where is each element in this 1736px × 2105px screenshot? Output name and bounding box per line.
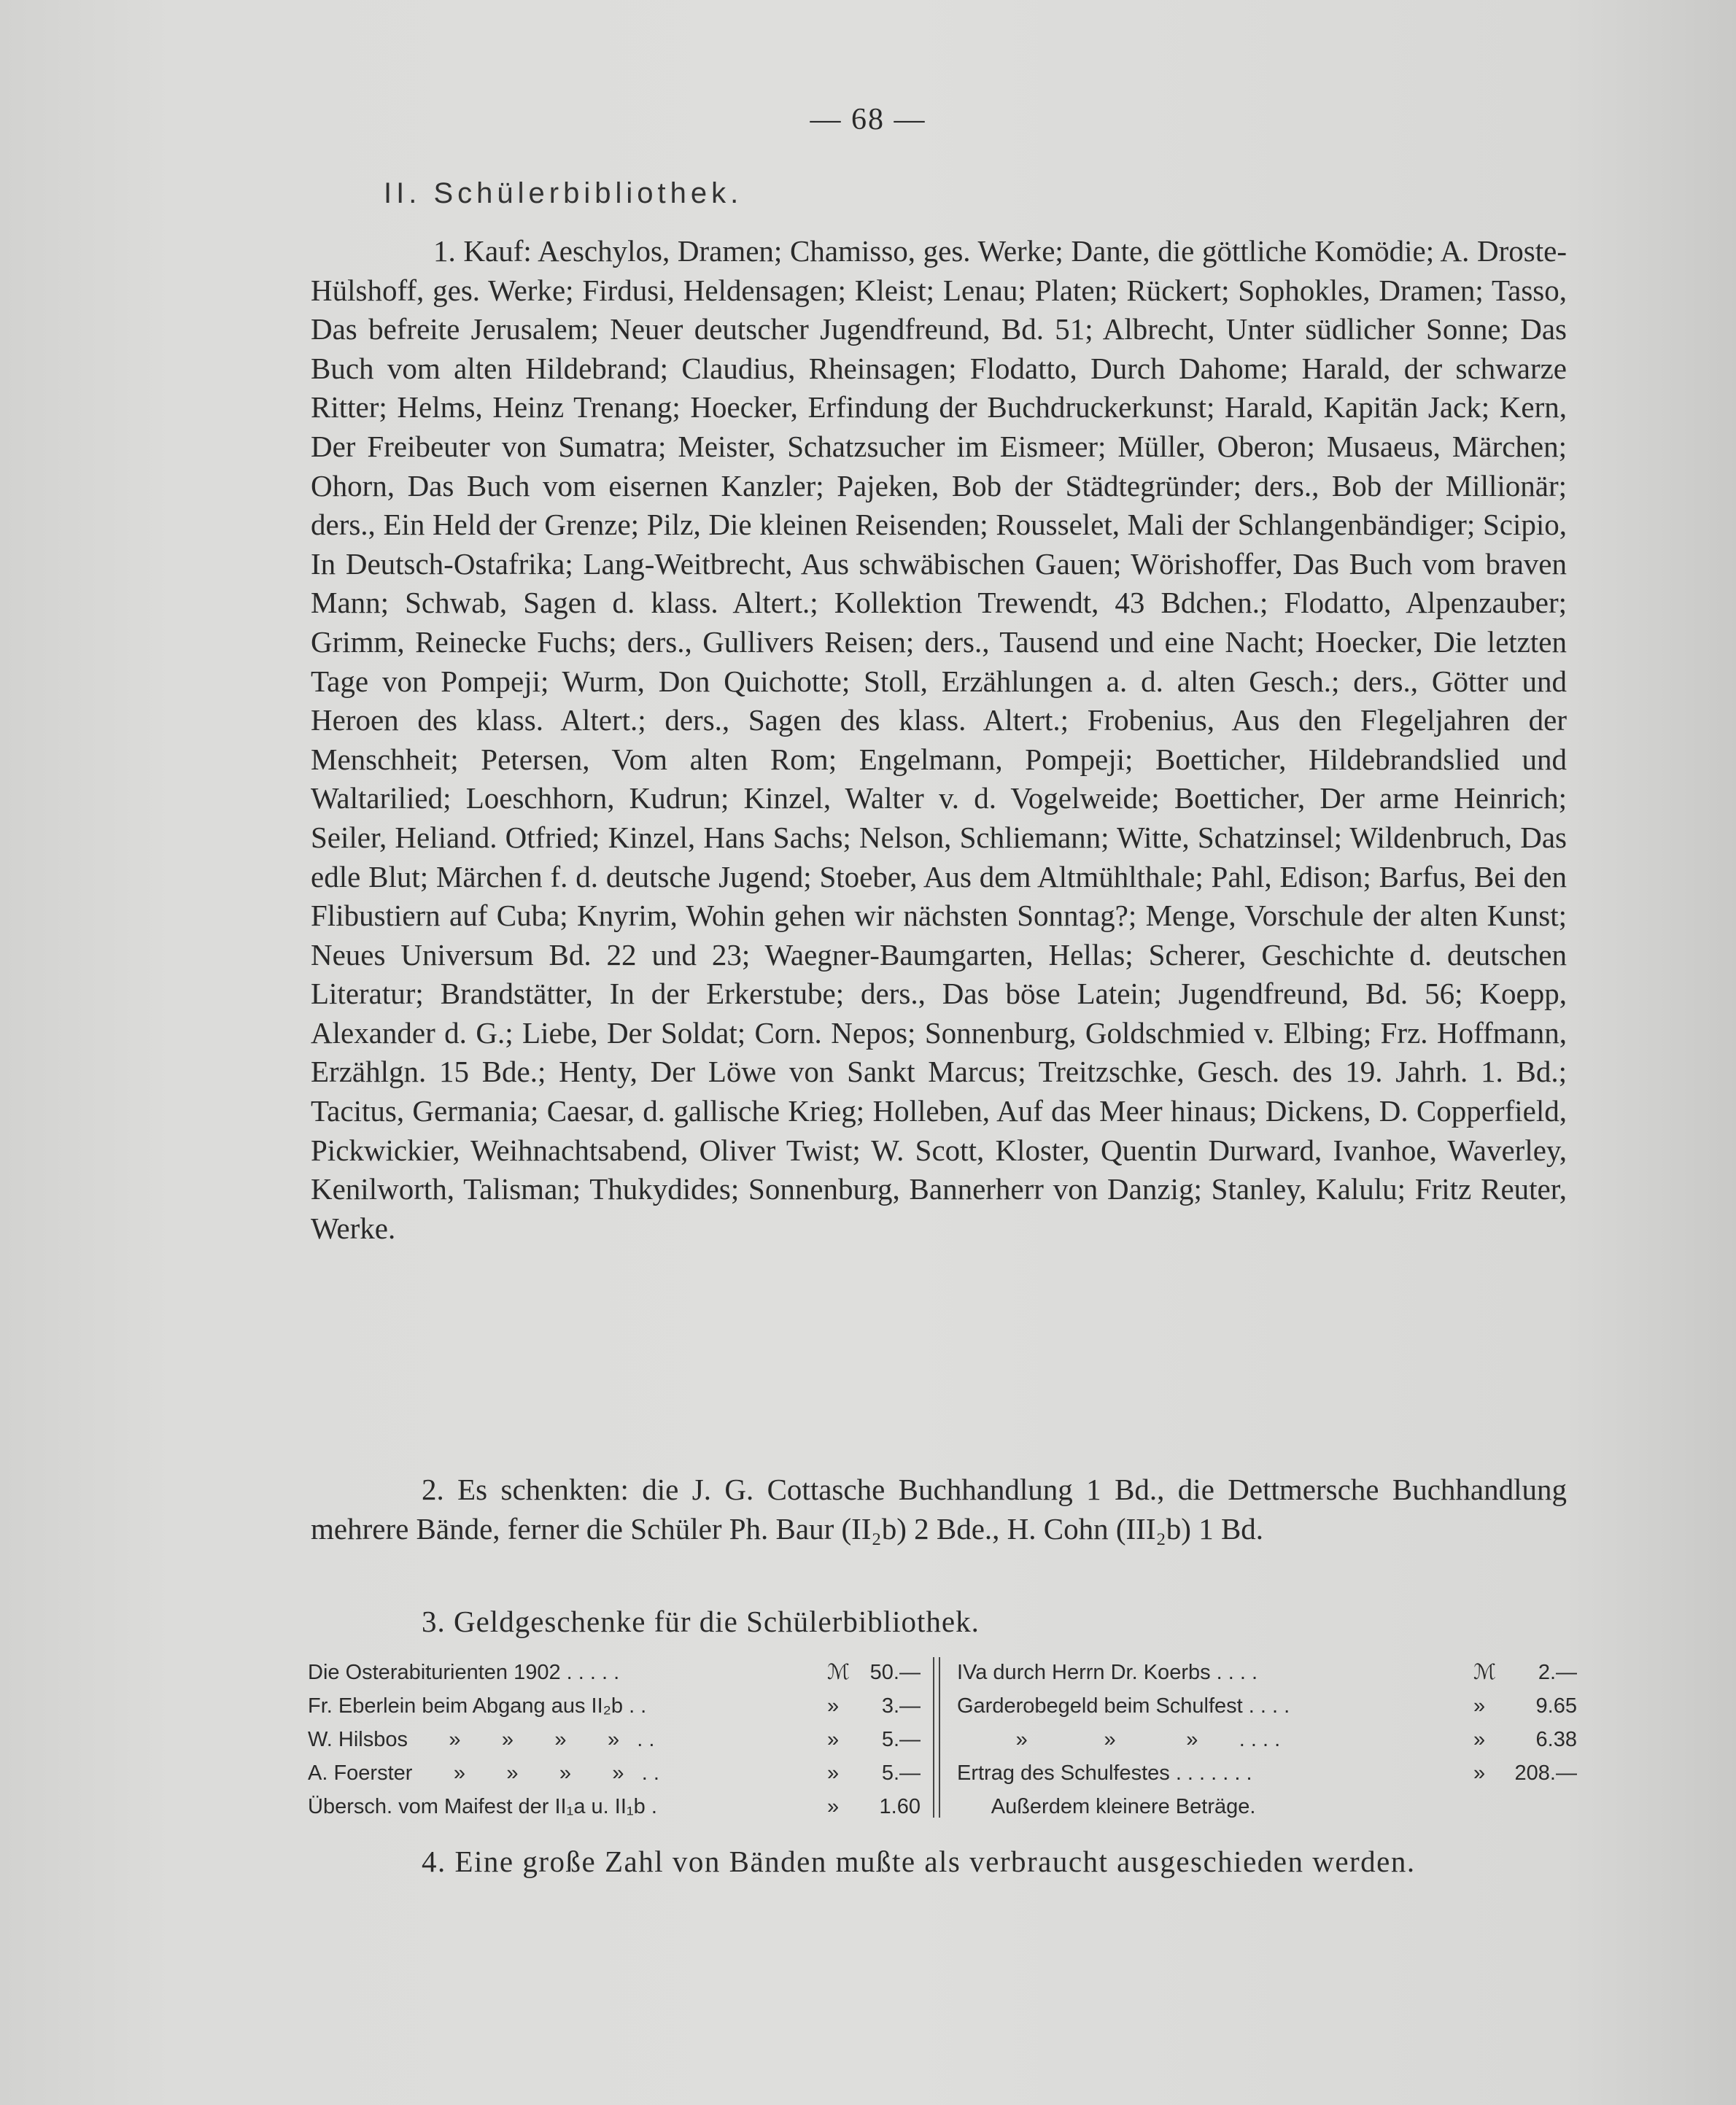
gift-amount: 208.— — [1514, 1761, 1577, 1785]
table-row — [957, 1689, 1577, 1723]
gift-currency: » — [827, 1795, 840, 1818]
table-row — [308, 1756, 921, 1790]
gift-label: Die Osterabiturienten 1902 . . . . . — [308, 1661, 620, 1684]
gift-label: IVa durch Herrn Dr. Koerbs . . . . — [957, 1661, 1258, 1684]
table-row — [308, 1723, 921, 1756]
page-number: — 68 — — [810, 103, 926, 136]
gift-amount: 3.— — [881, 1694, 921, 1718]
table-row — [308, 1790, 921, 1823]
table-row — [957, 1790, 1577, 1823]
gift-label: » » » . . . . — [957, 1728, 1281, 1751]
paragraph-discarded-volumes: 4. Eine große Zahl von Bänden mußte als verbraucht ausgeschieden werden. — [422, 1845, 1416, 1878]
gift-amount: 5.— — [881, 1728, 921, 1751]
gift-amount: 50.— — [869, 1661, 921, 1684]
gift-amount: 6.38 — [1535, 1728, 1577, 1751]
money-gifts-table-left — [308, 1656, 921, 1823]
gift-label: Außerdem kleinere Beträge. — [957, 1795, 1256, 1818]
gift-currency: ℳ — [827, 1661, 850, 1684]
gift-label: Fr. Eberlein beim Abgang aus II₂b . . — [308, 1694, 647, 1718]
gift-currency: » — [1473, 1728, 1486, 1751]
gift-amount: 9.65 — [1535, 1694, 1577, 1718]
gift-currency: » — [827, 1761, 840, 1785]
gift-label: Ertrag des Schulfestes . . . . . . . — [957, 1761, 1252, 1785]
table-row — [957, 1723, 1577, 1756]
gift-currency: » — [1473, 1694, 1486, 1718]
table-row — [957, 1656, 1577, 1689]
gift-currency: » — [827, 1728, 840, 1751]
paragraph-money-gifts-heading: 3. Geldgeschenke für die Schülerbibliothek. — [422, 1605, 980, 1638]
gift-label: A. Foerster » » » » . . — [308, 1761, 659, 1785]
gift-amount: 1.60 — [879, 1795, 921, 1818]
gift-label: Übersch. vom Maifest der II₁a u. II₁b . — [308, 1795, 657, 1818]
gift-label: W. Hilsbos » » » » . . — [308, 1728, 655, 1751]
gift-label: Garderobegeld beim Schulfest . . . . — [957, 1694, 1290, 1718]
table-row — [957, 1756, 1577, 1790]
gift-amount: 5.— — [881, 1761, 921, 1785]
table-row — [308, 1689, 921, 1723]
money-gifts-table-right — [957, 1656, 1577, 1823]
gift-currency: » — [1473, 1761, 1486, 1785]
gift-currency: ℳ — [1473, 1661, 1497, 1684]
paragraph-purchases: 1. Kauf: Aeschylos, Dramen; Chamisso, ges. Werke; Dante, die göttliche Komödie; A. Droste-Hülshoff, ges. Werke; Firdusi, Heldensagen; Kleist; Lenau; Platen; Rückert; Sophokles, Dramen; Tasso, Das befreite Jerusalem; Neuer deutscher Jugendfreund, Bd. 51; Albrecht, Unter südlicher Sonne; Das Buch vom alten Hildebrand; Claudius, Rheinsagen; Flodatto, Durch Dahome; Harald, der schwarze Ritter; Helms, Heinz Trenang; Hoecker, Erfindung der Buchdruckerkunst; Harald, Kapitän Jack; Kern, Der Freibeuter von Sumatra; Meister, Schatzsucher im Eismeer; Müller, Oberon; Musaeus, Märchen; Ohorn, Das Buch vom eisernen Kanzler; Pajeken, Bob der Städtegründer; ders., Bob der Millionär; ders., Ein Held der Grenze; Pilz, Die kleinen Reisenden; Rousselet, Mali der Schlangenbändiger; Scipio, In Deutsch-Ostafrika; Lang-Weitbrecht, Aus schwäbischen Gauen; Wörishoffer, Das Buch vom braven Mann; Schwab, Sagen d. klass. Altert.; Kollektion Trewendt, 43 Bdchen.; Flodatto, Alpenzauber; Grimm, Reinecke Fuchs; ders., Gullivers Reisen; ders., Tausend und eine Nacht; Hoecker, Die letzten Tage von Pompeji; Wurm, Don Quichotte; Stoll, Erzählungen a. d. alten Gesch.; ders., Götter und Heroen des klass. Altert.; ders., Sagen des klass. Altert.; Frobenius, Aus den Flegeljahren der Menschheit; Petersen, Vom alten Rom; Engelmann, Pompeji; Boetticher, Hildebrandslied und Waltarilied; Loeschhorn, Kudrun; Kinzel, Walter v. d. Vogelweide; Boetticher, Der arme Heinrich; Seiler, Heliand. Otfried; Kinzel, Hans Sachs; Nelson, Schliemann; Witte, Schatzinsel; Wildenbruch, Das edle Blut; Märchen f. d. deutsche Jugend; Stoeber, Aus dem Altmühlthale; Pahl, Edison; Barfus, Bei den Flibustiern auf Cuba; Knyrim, Wohin gehen wir nächsten Sonntag?; Menge, Vorschule der alten Kunst; Neues Universum Bd. 22 und 23; Waegner-Baumgarten, Hellas; Scherer, Geschichte d. deutschen Literatur; Brandstätter, In der Erkerstube; ders., Das böse Latein; Jugendfreund, Bd. 56; Koepp, Alexander d. G.; Liebe, Der Soldat; Corn. Nepos; Sonnenburg, Goldschmied v. Elbing; Frz. Hoffmann, Erzählgn. 15 Bde.; Henty, Der Löwe von Sankt Marcus; Treitzschke, Gesch. des 19. Jahrh. 1. Bd.; Tacitus, Germania; Caesar, d. gallische Krieg; Holleben, Auf das Meer hinaus; Dickens, D. Copperfield, Pickwickier, Weihnachtsabend, Oliver Twist; W. Scott, Kloster, Quentin Durward, Ivanhoe, Waverley, Kenilworth, Talisman; Thukydides; Sonnenburg, Bannerherr von Danzig; Stanley, Kalulu; Fritz Reuter, Werke. — [311, 234, 1567, 1245]
table-divider — [933, 1657, 940, 1818]
gift-amount: 2.— — [1538, 1661, 1577, 1684]
gift-currency: » — [827, 1694, 840, 1718]
table-row — [308, 1656, 921, 1689]
paragraph-donations: 2. Es schenkten: die J. G. Cottasche Buchhandlung 1 Bd., die Dettmersche Buchhandlung mehrere Bände, ferner die Schüler Ph. Baur (II₂b) 2 Bde., H. Cohn (III₂b) 1 Bd. — [311, 1473, 1567, 1546]
section-title: II. Schülerbibliothek. — [384, 177, 743, 209]
